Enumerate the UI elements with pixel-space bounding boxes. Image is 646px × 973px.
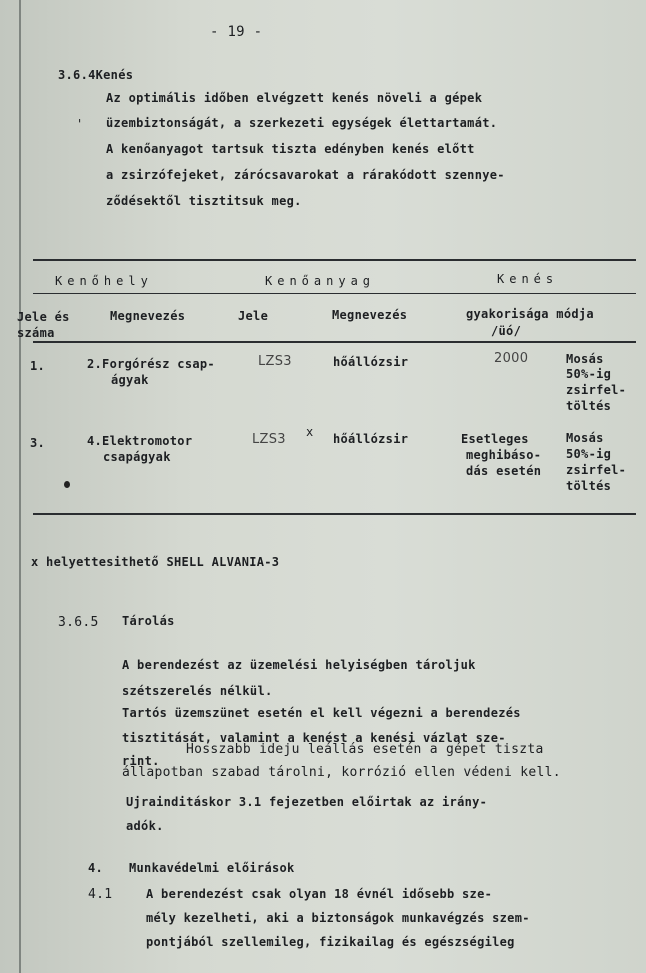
paragraph-line: pontjából szellemileg, fizikailag és egészségileg (146, 935, 515, 949)
table-cell-place: 4.Elektromotor (87, 434, 193, 448)
paragraph-line: tisztitását, valamint a kenést a kenési vázlat sze- (122, 731, 506, 745)
table-cell-place: 2.Forgórész csap- (87, 357, 215, 371)
table-columns-rule (33, 341, 636, 343)
table-cell-id: 3. (30, 436, 46, 450)
section-number-tarolas: 3.6.5 (58, 615, 99, 630)
table-cell-method: zsirfel- (566, 383, 627, 397)
paragraph-line: Az optimális időben elvégzett kenés növeli a gépek (106, 91, 483, 105)
paragraph-line: A berendezést az üzemelési helyiségben tároljuk (122, 658, 476, 672)
paragraph-line: ződésektől tisztitsuk meg. (106, 194, 302, 208)
column-header: Jele és (17, 310, 70, 324)
table-cell-method: Mosás (566, 431, 604, 445)
section-heading-kenes: 3.6.4Kenés (58, 68, 134, 82)
table-cell-frequency: dás esetén (466, 464, 542, 478)
paragraph-line: Ujrainditáskor 3.1 fejezetben előirtak az irány- (126, 795, 488, 809)
paragraph-line: Tartós üzemszünet esetén el kell végezni a berendezés (122, 706, 521, 720)
table-cell-method: töltés (566, 479, 612, 493)
chapter-number: 4. (88, 861, 104, 875)
subsection-number: 4.1 (88, 887, 113, 902)
column-header: Megnevezés (110, 309, 186, 323)
table-group-header-kenes: Kenés (497, 272, 559, 286)
table-cell-frequency: meghibáso- (466, 448, 542, 462)
table-cell-code: LZS3 (258, 354, 292, 369)
column-header: /üó/ (491, 324, 522, 338)
table-cell-lubricant: hőállózsir (333, 432, 409, 446)
table-cell-frequency: 2000 (494, 351, 529, 366)
column-header: Megnevezés (332, 308, 408, 322)
page-margin-line (19, 0, 21, 973)
table-cell-method: töltés (566, 399, 612, 413)
column-header: gyakorisága módja (466, 307, 594, 321)
table-cell-lubricant: hőállózsir (333, 355, 409, 369)
table-cell-place: csapágyak (103, 450, 171, 464)
paragraph-line: rint. (122, 754, 160, 768)
table-group-header-kenoanyag: Kenőanyag (265, 274, 376, 288)
margin-mark: ' (76, 117, 84, 131)
table-cell-frequency: Esetleges (461, 432, 529, 446)
table-top-rule (33, 259, 636, 261)
table-cell-code: LZS3 (252, 432, 286, 447)
section-title-tarolas: Tárolás (122, 614, 175, 628)
page-number: - 19 - (210, 24, 263, 40)
table-bottom-rule (33, 513, 636, 515)
paragraph-line: a zsirzófejeket, zárócsavarokat a rárakódott szennye- (106, 168, 505, 182)
column-header: Jele (238, 309, 269, 323)
table-cell-id: 1. (30, 359, 46, 373)
table-cell-footnote-mark: x (306, 425, 314, 439)
footnote-text: x helyettesithető SHELL ALVANIA-3 (31, 555, 280, 569)
chapter-title: Munkavédelmi előirások (129, 861, 295, 875)
table-cell-method: 50%-ig (566, 447, 612, 461)
paragraph-line: szétszerelés nélkül. (122, 684, 273, 698)
ink-dot (64, 481, 70, 488)
paragraph-line: A berendezést csak olyan 18 évnél idősebb sze- (146, 887, 493, 901)
table-group-header-kenohely: Kenőhely (55, 274, 153, 288)
table-cell-method: zsirfel- (566, 463, 627, 477)
paragraph-line: adók. (126, 819, 164, 833)
paragraph-line: üzembiztonságát, a szerkezeti egységek élettartamát. (106, 116, 498, 130)
table-header-rule (33, 293, 636, 294)
table-cell-method: 50%-ig (566, 367, 612, 381)
table-cell-method: Mosás (566, 352, 604, 366)
paragraph-line: Hosszabb ideju leállás esetén a gépet tiszta (186, 742, 544, 757)
paragraph-line: mély kezelheti, aki a biztonságok munkavégzés szem- (146, 911, 530, 925)
paragraph-line: állapotban szabad tárolni, korrózió ellen védeni kell. (122, 765, 561, 780)
paragraph-line: A kenőanyagot tartsuk tiszta edényben kenés előtt (106, 142, 475, 156)
table-cell-place: ágyak (111, 373, 149, 387)
column-header: száma (17, 326, 55, 340)
